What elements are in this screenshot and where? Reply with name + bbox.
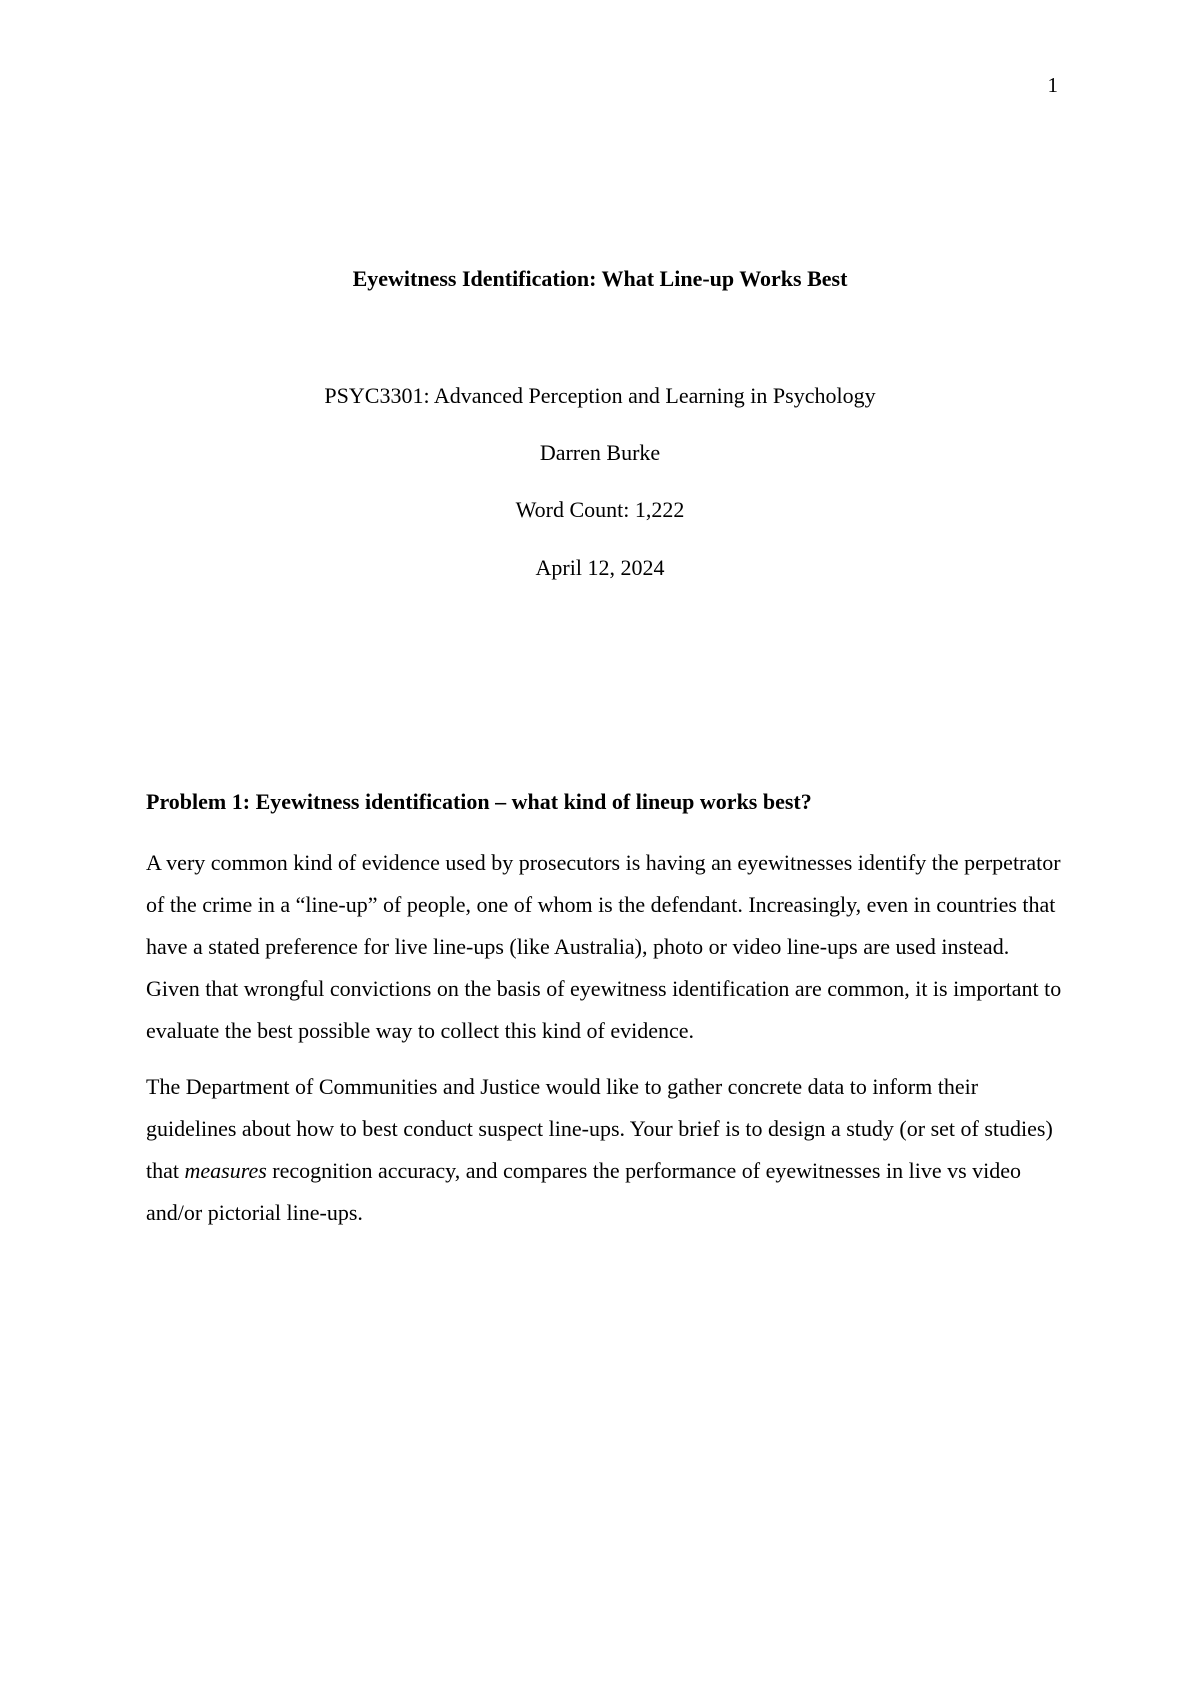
paragraph-2 (146, 1066, 1066, 1234)
problem-section (146, 788, 1066, 1248)
page-number: 1 (1047, 73, 1058, 97)
author-name: Darren Burke (539, 440, 661, 465)
section-heading: Problem 1: Eyewitness identification – what kind of lineup works best? (146, 789, 812, 814)
paragraph-1: A very common kind of evidence used by prosecutors is having an eyewitnesses identify the perpetrator of the crime in a “line-up” of people, one of whom is the defendant. Increasingly, even in countries that have a stated preference for live line-ups (like Australia), photo or video line-ups are used instead. Given that wrongful convictions on the basis of eyewitness identification are common, it is important to evaluate the best possible way to collect this kind of evidence. (146, 850, 1062, 1043)
word-count: Word Count: 1,222 (515, 497, 685, 522)
document-title: Eyewitness Identification: What Line-up Works Best (352, 266, 848, 291)
paragraph-2-text-start: The Department of Communities and Justice would like to gather concrete data to inform their guidelines about how to best conduct suspect line-ups. Your brief is to design a study (or set of studies) that (146, 1074, 1053, 1183)
paragraph-2-text-end: recognition accuracy, and compares the performance of eyewitnesses in live vs video and/or pictorial line-ups. (146, 1158, 1022, 1225)
document-date: April 12, 2024 (535, 555, 665, 580)
course-name: PSYC3301: Advanced Perception and Learning in Psychology (324, 383, 876, 408)
paragraph-2-emphasis: measures (184, 1158, 267, 1183)
